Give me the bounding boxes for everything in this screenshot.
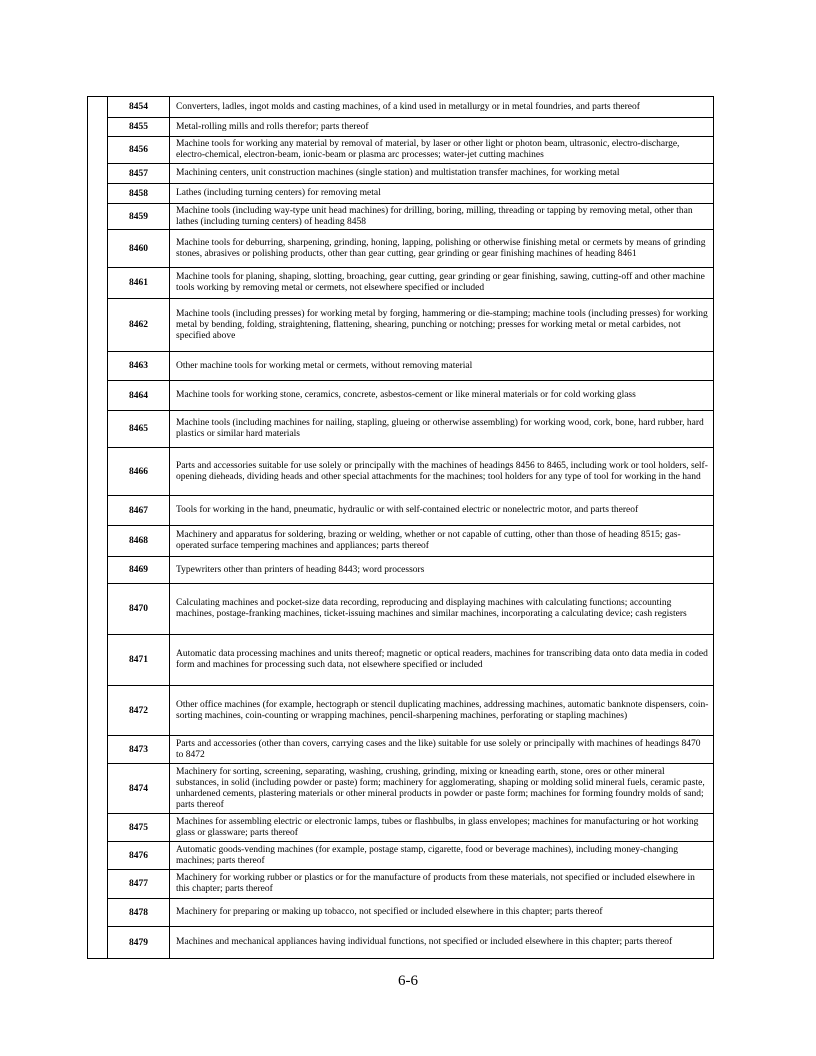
- heading-code: 8456: [108, 137, 170, 164]
- heading-code: 8459: [108, 204, 170, 230]
- table-row: [88, 268, 714, 299]
- heading-code: 8455: [108, 118, 170, 137]
- table-row: [88, 164, 714, 184]
- table-row: [88, 584, 714, 635]
- heading-code: 8472: [108, 686, 170, 736]
- table-row: [88, 927, 714, 959]
- heading-description: Machine tools (including machines for nailing, stapling, glueing or otherwise assembling) for working wood, cork, bone, hard rubber, hard plastics or similar hard materials: [170, 411, 714, 448]
- heading-description: Converters, ladles, ingot molds and casting machines, of a kind used in metallurgy or in metal foundries, and parts thereof: [170, 97, 714, 118]
- table-row: [88, 204, 714, 230]
- heading-code: 8475: [108, 814, 170, 842]
- heading-description: Machines for assembling electric or electronic lamps, tubes or flashbulbs, in glass envelopes; machines for manufacturing or hot working glass or glassware; parts thereof: [170, 814, 714, 842]
- heading-description: Automatic goods-vending machines (for example, postage stamp, cigarette, food or beverage machines), including money-changing machines; parts thereof: [170, 842, 714, 870]
- heading-code: 8478: [108, 899, 170, 927]
- table-row: [88, 526, 714, 557]
- heading-description: Metal-rolling mills and rolls therefor; parts thereof: [170, 118, 714, 137]
- tariff-table-body: [88, 97, 714, 959]
- heading-description: Other machine tools for working metal or cermets, without removing material: [170, 352, 714, 381]
- table-row: [88, 137, 714, 164]
- heading-description: Parts and accessories (other than covers, carrying cases and the like) suitable for use solely or principally with machines of headings 8470 to 8472: [170, 736, 714, 764]
- side-column: [88, 97, 108, 959]
- table-row: [88, 842, 714, 870]
- heading-code: 8458: [108, 184, 170, 204]
- heading-code: 8474: [108, 764, 170, 814]
- table-row: [88, 352, 714, 381]
- table-row: [88, 870, 714, 899]
- table-row: [88, 686, 714, 736]
- heading-code: 8463: [108, 352, 170, 381]
- heading-description: Machinery for sorting, screening, separating, washing, crushing, grinding, mixing or kneading earth, stone, ores or other mineral substances, in solid (including powder or paste) form; machinery for agglomerating, shaping or molding solid mineral fuels, ceramic paste, unhardened cements, plastering materials or other mineral products in powder or paste form; machines for forming foundry molds of sand; parts thereof: [170, 764, 714, 814]
- heading-description: Machining centers, unit construction machines (single station) and multistation transfer machines, for working metal: [170, 164, 714, 184]
- table-row: [88, 381, 714, 411]
- heading-description: Machine tools for working any material by removal of material, by laser or other light or photon beam, ultrasonic, electro-discharge, electro-chemical, electron-beam, ionic-beam or plasma arc processes; water-jet cutting machines: [170, 137, 714, 164]
- heading-description: Machinery and apparatus for soldering, brazing or welding, whether or not capable of cutting, other than those of heading 8515; gas-operated surface tempering machines and appliances; parts thereof: [170, 526, 714, 557]
- heading-code: 8462: [108, 299, 170, 352]
- table-row: [88, 557, 714, 584]
- table-row: [88, 496, 714, 526]
- heading-description: Tools for working in the hand, pneumatic, hydraulic or with self-contained electric or nonelectric motor, and parts thereof: [170, 496, 714, 526]
- heading-code: 8454: [108, 97, 170, 118]
- table-row: [88, 635, 714, 686]
- heading-description: Machine tools for deburring, sharpening, grinding, honing, lapping, polishing or otherwise finishing metal or cermets by means of grinding stones, abrasives or polishing products, other than gear cutting, gear grinding or gear finishing machines of heading 8461: [170, 230, 714, 268]
- heading-code: 8479: [108, 927, 170, 959]
- table-row: [88, 97, 714, 118]
- heading-code: 8464: [108, 381, 170, 411]
- heading-code: 8457: [108, 164, 170, 184]
- heading-description: Machine tools for planing, shaping, slotting, broaching, gear cutting, gear grinding or gear finishing, sawing, cutting-off and other machine tools working by removing metal or cermets, not elsewhere specified or included: [170, 268, 714, 299]
- table-row: [88, 299, 714, 352]
- heading-code: 8465: [108, 411, 170, 448]
- heading-code: 8466: [108, 448, 170, 496]
- page-number: 6-6: [398, 973, 418, 989]
- heading-code: 8473: [108, 736, 170, 764]
- table-row: [88, 764, 714, 814]
- heading-code: 8461: [108, 268, 170, 299]
- table-row: [88, 899, 714, 927]
- heading-description: Machines and mechanical appliances having individual functions, not specified or included elsewhere in this chapter; parts thereof: [170, 927, 714, 959]
- heading-code: 8469: [108, 557, 170, 584]
- heading-description: Other office machines (for example, hectograph or stencil duplicating machines, addressing machines, automatic banknote dispensers, coin-sorting machines, coin-counting or wrapping machines, pencil-sharpening machines, perforating or stapling machines): [170, 686, 714, 736]
- heading-code: 8468: [108, 526, 170, 557]
- heading-description: Lathes (including turning centers) for removing metal: [170, 184, 714, 204]
- heading-code: 8470: [108, 584, 170, 635]
- table-row: [88, 184, 714, 204]
- heading-code: 8476: [108, 842, 170, 870]
- table-row: [88, 118, 714, 137]
- heading-code: 8460: [108, 230, 170, 268]
- table-row: [88, 814, 714, 842]
- heading-description: Machine tools (including way-type unit head machines) for drilling, boring, milling, threading or tapping by removing metal, other than lathes (including turning centers) of heading 8458: [170, 204, 714, 230]
- heading-code: 8467: [108, 496, 170, 526]
- table-row: [88, 736, 714, 764]
- heading-description: Calculating machines and pocket-size data recording, reproducing and displaying machines with calculating functions; accounting machines, postage-franking machines, ticket-issuing machines and similar machines, incorporating a calculating device; cash registers: [170, 584, 714, 635]
- table-row: [88, 230, 714, 268]
- tariff-table: [87, 96, 714, 959]
- heading-description: Machinery for working rubber or plastics or for the manufacture of products from these materials, not specified or included elsewhere in this chapter; parts thereof: [170, 870, 714, 899]
- heading-description: Parts and accessories suitable for use solely or principally with the machines of headings 8456 to 8465, including work or tool holders, self-opening dieheads, dividing heads and other special attachments for the machines; tool holders for any type of tool for working in the hand: [170, 448, 714, 496]
- heading-description: Typewriters other than printers of heading 8443; word processors: [170, 557, 714, 584]
- heading-code: 8477: [108, 870, 170, 899]
- heading-description: Machinery for preparing or making up tobacco, not specified or included elsewhere in this chapter; parts thereof: [170, 899, 714, 927]
- heading-code: 8471: [108, 635, 170, 686]
- heading-description: Machine tools for working stone, ceramics, concrete, asbestos-cement or like mineral materials or for cold working glass: [170, 381, 714, 411]
- heading-description: Machine tools (including presses) for working metal by forging, hammering or die-stamping; machine tools (including presses) for working metal by bending, folding, straightening, flattening, shearing, punching or notching; presses for working metal or metal carbides, not specified above: [170, 299, 714, 352]
- table-row: [88, 411, 714, 448]
- heading-description: Automatic data processing machines and units thereof; magnetic or optical readers, machines for transcribing data onto data media in coded form and machines for processing such data, not elsewhere specified or included: [170, 635, 714, 686]
- table-row: [88, 448, 714, 496]
